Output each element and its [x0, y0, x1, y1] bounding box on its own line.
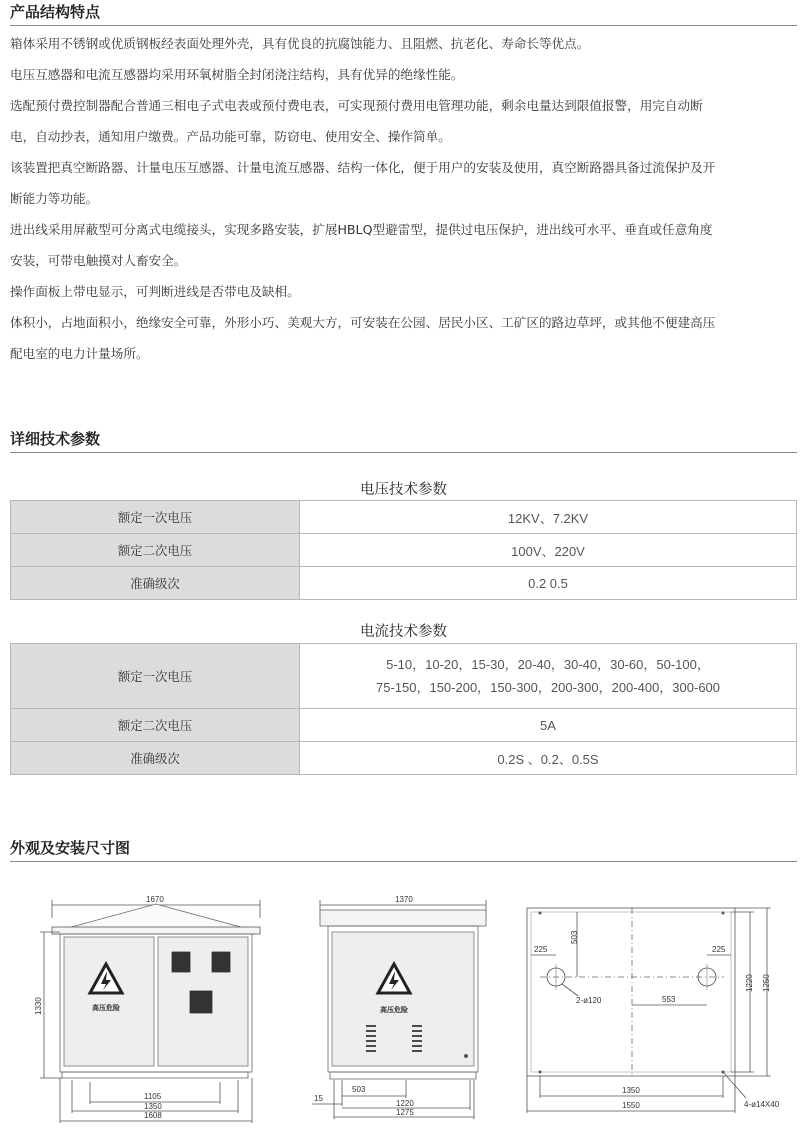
warning-label: 高压危险	[380, 1007, 408, 1014]
dim-503: 503	[570, 930, 579, 944]
table-row	[11, 742, 797, 775]
dim-225-left: 225	[534, 945, 548, 954]
param-name: 额定一次电压	[11, 644, 300, 709]
dim-15: 15	[314, 1094, 323, 1103]
base-outline	[527, 908, 735, 1076]
param-name: 额定二次电压	[11, 709, 300, 742]
param-name: 准确级次	[11, 742, 300, 775]
feature-line: 选配预付费控制器配合普通三相电子式电表或预付费电表，可实现预付费用电管理功能，剩余电量达到限值报警，用完自动断	[10, 98, 703, 113]
param-value-line: 75-150，150-200，150-300，200-300，200-400，300-600	[375, 680, 721, 695]
current-table-title: 电流技术参数	[360, 624, 447, 640]
feature-line: 配电室的电力计量场所。	[10, 346, 149, 361]
param-name: 准确级次	[11, 567, 300, 600]
param-name: 额定二次电压	[11, 534, 300, 567]
dim-1275: 1275	[396, 1108, 414, 1117]
param-value	[300, 644, 797, 709]
feature-line: 箱体采用不锈钢或优质钢板经表面处理外壳，具有优良的抗腐蚀能力、且阻燃、抗老化、寿命长等优点。	[10, 36, 590, 51]
dim-1550: 1550	[622, 1101, 640, 1110]
feature-line: 进出线采用屏蔽型可分离式电缆接头，实现多路安装，扩展HBLQ型避雷型，提供过电压保护，进出线可水平、垂直或任意角度	[10, 222, 713, 237]
dimension-drawings	[0, 880, 808, 1142]
param-value: 0.2 0.5	[300, 567, 797, 600]
param-value: 12KV、7.2KV	[300, 501, 797, 534]
dim-503: 503	[352, 1085, 366, 1094]
table-row	[11, 644, 797, 709]
dim-1220: 1220	[396, 1099, 414, 1108]
table-row	[11, 567, 797, 600]
side-door	[332, 932, 474, 1066]
table-row	[11, 709, 797, 742]
bolt-label: 4-ø14X40	[744, 1100, 780, 1109]
dim-1670: 1670	[146, 895, 164, 904]
param-value: 100V、220V	[300, 534, 797, 567]
feature-line: 体积小，占地面积小，绝缘安全可靠，外形小巧、美观大方，可安装在公园、居民小区、工矿区的路边草坪，或其他不便建高压	[10, 315, 716, 330]
feature-line: 该装置把真空断路器、计量电压互感器、计量电流互感器、结构一体化，便于用户的安装及使用，真空断路器具备过流保护及开	[10, 160, 716, 175]
feature-line: 操作面板上带电显示，可判断进线是否带电及缺相。	[10, 284, 300, 299]
voltage-table-title: 电压技术参数	[360, 482, 447, 498]
table-row	[11, 534, 797, 567]
table-row	[11, 501, 797, 534]
side-view	[312, 895, 486, 1119]
dim-225-right: 225	[712, 945, 726, 954]
param-value: 5A	[300, 709, 797, 742]
dim-1220: 1220	[745, 974, 754, 992]
dim-1250: 1250	[762, 974, 771, 992]
param-value-line: 5-10，10-20，15-30，20-40，30-40，30-60，50-100，	[386, 657, 710, 672]
param-value: 0.2S 、0.2、0.5S	[300, 742, 797, 775]
voltage-spec-table	[10, 500, 797, 600]
dim-1330: 1330	[34, 997, 43, 1015]
param-name: 额定一次电压	[11, 501, 300, 534]
front-door-left	[64, 937, 154, 1066]
dim-1608: 1608	[144, 1111, 162, 1120]
feature-line: 电，自动抄表，通知用户缴费。产品功能可靠，防窃电、使用安全、操作简单。	[10, 129, 451, 144]
section-title-specs: 详细技术参数	[10, 429, 797, 453]
feature-line: 电压互感器和电流互感器均采用环氧树脂全封闭浇注结构，具有优异的绝缘性能。	[10, 67, 464, 82]
vent-grille	[172, 952, 190, 972]
vent-grille	[212, 952, 230, 972]
hole-label: 2-ø120	[576, 996, 602, 1005]
dim-1370: 1370	[395, 895, 413, 904]
section-title-dimensions: 外观及安装尺寸图	[10, 838, 797, 862]
front-view	[34, 895, 260, 1123]
section-title-features: 产品结构特点	[10, 2, 797, 26]
dim-1105: 1105	[144, 1092, 162, 1101]
vent-grille	[190, 991, 212, 1013]
dim-553: 553	[662, 995, 676, 1004]
warning-label: 高压危险	[92, 1005, 120, 1012]
feature-line: 安装，可带电触摸对人畜安全。	[10, 253, 187, 268]
current-spec-table	[10, 643, 797, 775]
feature-line: 断能力等功能。	[10, 191, 99, 206]
base-plan	[527, 908, 780, 1113]
roof	[320, 910, 486, 926]
dim-1350: 1350	[144, 1102, 162, 1111]
dim-1350: 1350	[622, 1086, 640, 1095]
